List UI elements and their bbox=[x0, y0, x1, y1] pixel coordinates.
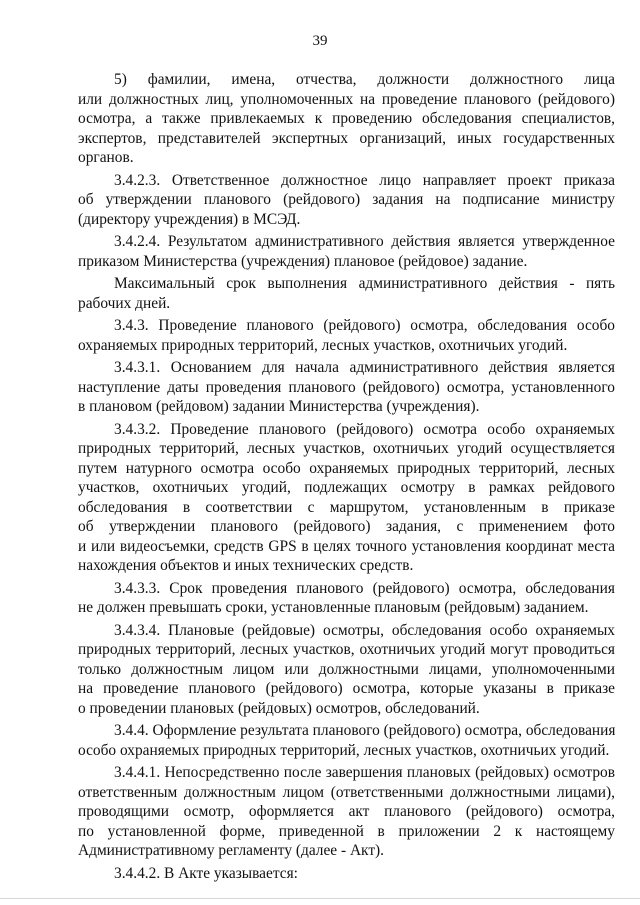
text-line: природных территорий, лесных участков, охотничьих угодий осуществляется bbox=[78, 440, 615, 457]
text-line: природных территорий, лесных участков, охотничьих угодий могут проводиться bbox=[78, 641, 615, 658]
text-line: о проведении плановых (рейдовых) осмотров, обследований. bbox=[78, 699, 480, 717]
text-line: 3.4.3.3. Срок проведения планового (рейдового) осмотра, обследования bbox=[114, 579, 615, 597]
text-line: 3.4.4. Оформление результата планового (рейдового) осмотра, обследования bbox=[114, 722, 615, 739]
text-line: 5) фамилии, имена, отчества, должности должностного лица bbox=[114, 71, 615, 88]
text-line: не должен превышать сроки, установленные плановым (рейдовым) заданием. bbox=[78, 599, 589, 616]
text-line: 3.4.3.4. Плановые (рейдовые) осмотры, обследования особо охраняемых bbox=[114, 621, 615, 639]
paragraph-3-4-4-2 bbox=[78, 864, 615, 884]
paragraph-3-4-4 bbox=[78, 721, 615, 760]
text-line: 3.4.4.1. Непосредственно после завершения плановых (рейдовых) осмотров bbox=[114, 764, 615, 781]
document-body bbox=[78, 70, 615, 883]
page-bottom-divider bbox=[0, 898, 640, 899]
text-line: нахождения объектов и иных технических средств. bbox=[78, 557, 414, 574]
text-line: ответственным должностным лицом (ответственными должностными лицами), bbox=[78, 783, 615, 801]
text-line: об утверждении планового (рейдового) задания, с применением фото bbox=[78, 518, 615, 535]
paragraph-3-4-3-4 bbox=[78, 621, 615, 719]
text-line: 3.4.3.2. Проведение планового (рейдового) осмотра особо охраняемых bbox=[114, 420, 615, 438]
paragraph-3-4-2-3 bbox=[78, 171, 615, 230]
text-line: обследования в соответствии с маршрутом, установленным в приказе bbox=[78, 498, 615, 516]
paragraph-3-4-3-3 bbox=[78, 579, 615, 618]
paragraph-3-4-2-4 bbox=[78, 232, 615, 271]
text-line: только должностным лицом или должностными лицами, уполномоченными bbox=[78, 660, 615, 678]
text-line: на проведение планового (рейдового) осмотра, которые указаны в приказе bbox=[78, 680, 615, 697]
text-line: (директору учреждения) в МСЭД. bbox=[78, 210, 301, 228]
paragraph-3-4-4-1 bbox=[78, 763, 615, 861]
text-line: путем натурного осмотра особо охраняемых природных территорий, лесных bbox=[78, 459, 615, 477]
text-line: экспертов, представителей экспертных организаций, иных государственных bbox=[78, 129, 615, 147]
text-line: охраняемых природных территорий, лесных участков, охотничьих угодий. bbox=[78, 336, 568, 354]
text-line: Максимальный срок выполнения административного действия - пять bbox=[114, 275, 615, 292]
text-line: Административному регламенту (далее - Акт). bbox=[78, 842, 385, 859]
paragraph-item-5 bbox=[78, 70, 615, 168]
text-line: и или видеосъемки, средств GPS в целях точного установления координат места bbox=[78, 537, 615, 555]
paragraph-3-4-3 bbox=[78, 316, 615, 355]
paragraph-max-term bbox=[78, 274, 615, 313]
text-line: в плановом (рейдовом) задании Министерства (учреждения). bbox=[78, 398, 480, 415]
text-line: органов. bbox=[78, 149, 134, 166]
text-line: осмотра, а также привлекаемых к проведению обследования специалистов, bbox=[78, 110, 615, 127]
text-line: 3.4.2.4. Результатом административного действия является утвержденное bbox=[114, 233, 615, 250]
text-line: 3.4.4.2. В Акте указывается: bbox=[114, 864, 298, 882]
text-line: наступление даты проведения планового (рейдового) осмотра, установленного bbox=[78, 378, 615, 396]
text-line: об утверждении планового (рейдового) задания на подписание министру bbox=[78, 191, 615, 208]
text-line: рабочих дней. bbox=[78, 294, 171, 312]
text-line: 3.4.3. Проведение планового (рейдового) осмотра, обследования особо bbox=[114, 317, 615, 334]
text-line: участков, охотничьих угодий, подлежащих осмотру в рамках рейдового bbox=[78, 479, 615, 496]
text-line: 3.4.2.3. Ответственное должностное лицо направляет проект приказа bbox=[114, 171, 615, 189]
text-line: особо охраняемых природных территорий, лесных участков, охотничьих угодий. bbox=[78, 741, 610, 759]
text-line: приказом Министерства (учреждения) плановое (рейдовое) задание. bbox=[78, 252, 528, 270]
text-line: или должностных лиц, уполномоченных на проведение планового (рейдового) bbox=[78, 90, 615, 108]
paragraph-3-4-3-2 bbox=[78, 420, 615, 576]
text-line: 3.4.3.1. Основанием для начала административного действия является bbox=[114, 359, 615, 376]
page-number: 39 bbox=[312, 33, 328, 49]
paragraph-3-4-3-1 bbox=[78, 358, 615, 417]
text-line: проводящими осмотр, оформляется акт планового (рейдового) осмотра, bbox=[78, 803, 615, 820]
text-line: по установленной форме, приведенной в приложении 2 к настоящему bbox=[78, 822, 615, 840]
